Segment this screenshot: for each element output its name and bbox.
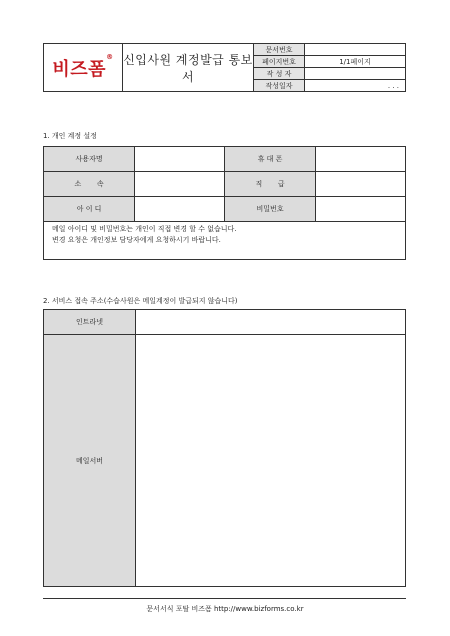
department-value[interactable] [135,172,225,197]
password-label: 비밀번호 [224,197,315,222]
section2-title: 2. 서비스 접속 주소(수습사원은 메일계정이 발급되지 않습니다) [43,297,238,305]
page-number-value: 1/1페이지 [305,56,406,68]
page-number-label: 페이지번호 [254,56,305,68]
mail-server-value[interactable] [136,335,406,587]
author-label: 작 성 자 [254,68,305,80]
rank-value[interactable] [316,172,406,197]
footer-divider [43,598,406,599]
mail-server-label: 메일서버 [44,335,136,587]
author-value[interactable] [305,68,406,80]
table-row [44,147,406,172]
date-value[interactable]: . . . [305,80,406,92]
username-value[interactable] [135,147,225,172]
doc-number-value[interactable] [305,44,406,56]
document-header [43,43,406,92]
footer-text: 문서서식 포탈 비즈폼 http://www.bizforms.co.kr [146,605,304,613]
id-value[interactable] [135,197,225,222]
intranet-value[interactable] [136,310,406,335]
date-label: 작성일자 [254,80,305,92]
password-value[interactable] [316,197,406,222]
department-label: 소 속 [44,172,135,197]
table-row [44,172,406,197]
phone-label: 휴 대 폰 [224,147,315,172]
table-row [44,310,406,335]
phone-value[interactable] [316,147,406,172]
service-address-table [43,309,406,587]
username-label: 사용자명 [44,147,135,172]
table-row [44,222,406,260]
bizforms-logo: 비즈폼® [52,52,114,80]
account-settings-table [43,146,406,260]
intranet-label: 인트라넷 [44,310,136,335]
doc-number-label: 문서번호 [254,44,305,56]
table-row [44,335,406,587]
id-label: 아 이 디 [44,197,135,222]
logo-cell [44,44,123,92]
note-line-2: 변경 요청은 개인정보 담당자에게 요청하시기 바랍니다. [52,236,221,244]
section1-title: 1. 개인 계정 설정 [43,132,97,140]
table-row [44,197,406,222]
note-line-1: 메일 아이디 및 비밀번호는 개인이 직접 변경 할 수 없습니다. [52,225,237,233]
rank-label: 직 급 [224,172,315,197]
account-note [44,222,406,260]
document-title: 신입사원 계정발급 통보서 [123,44,254,92]
